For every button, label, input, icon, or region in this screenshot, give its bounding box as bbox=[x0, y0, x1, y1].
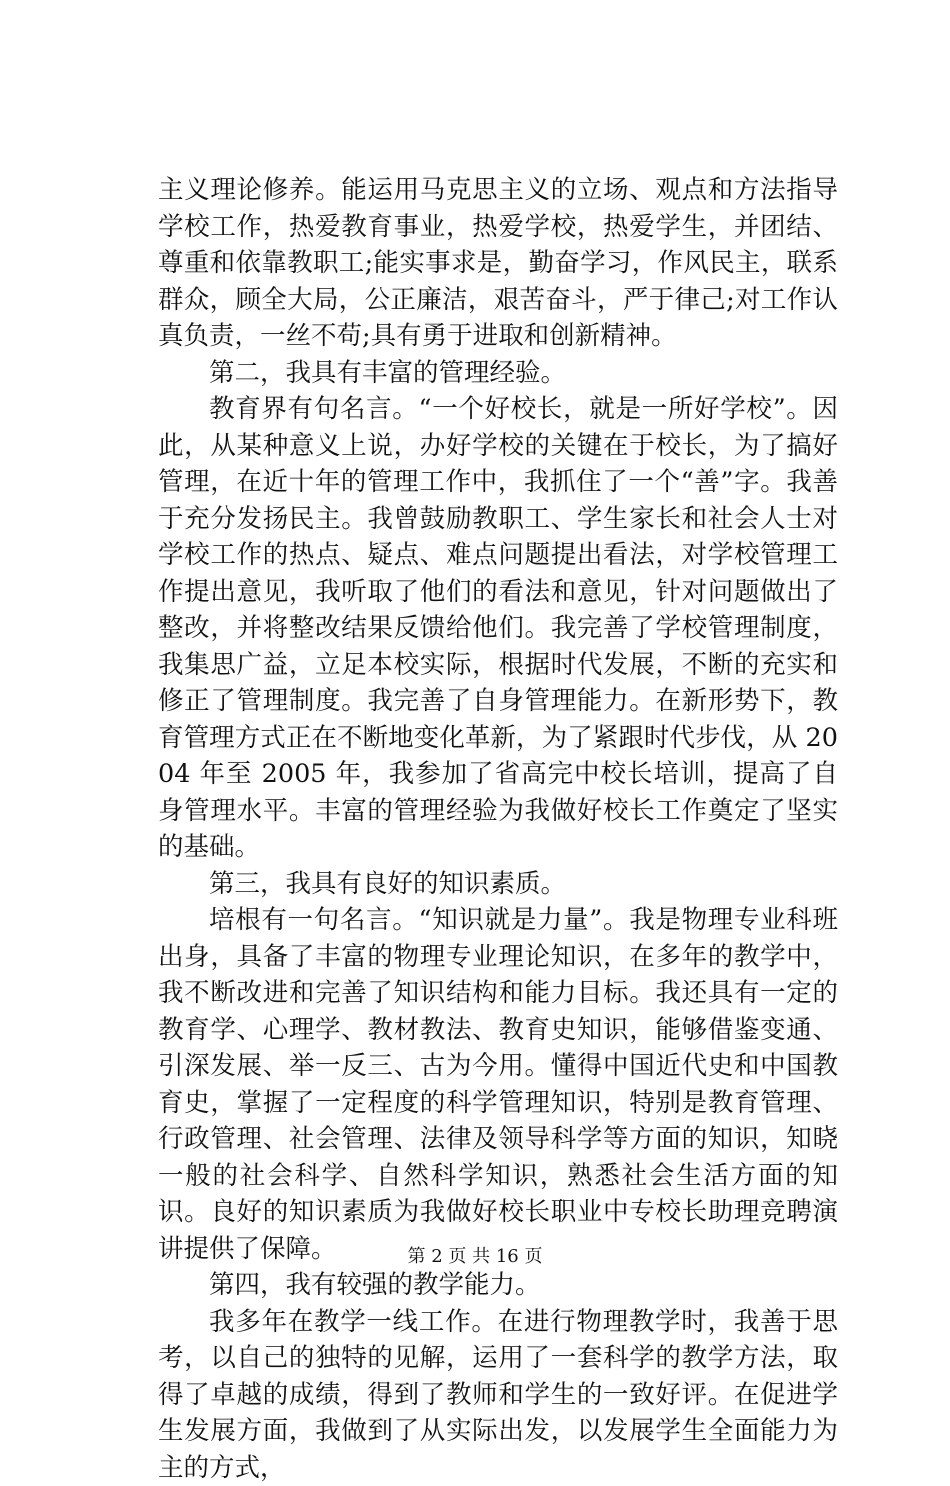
paragraph-management: 教育界有句名言。“一个好校长，就是一所好学校”。因此，从某种意义上说，办好学校的关键在于校长，为了搞好管理，在近十年的管理工作中，我抓住了一个“善”字。我善于充分发扬民主。我曾鼓励教职工、学生家长和社会人士对学校工作的热点、疑点、难点问题提出看法，对学校管理工作提出意见，我听取了他们的看法和意见，针对问题做出了整改，并将整改结果反馈给他们。我完善了学校管理制度，我集思广益，立足本校实际，根据时代发展，不断的充实和修正了管理制度。我完善了自身管理能力。在新形势下，教育管理方式正在不断地变化革新，为了紧跟时代步伐，从 2004 年至 2005 年，我参加了省高完中校长培训，提高了自身管理水平。丰富的管理经验为我做好校长工作奠定了坚实的基础。 bbox=[158, 391, 838, 866]
paragraph-teaching: 我多年在教学一线工作。在进行物理教学时，我善于思考，以自己的独特的见解，运用了一套科学的教学方法，取得了卓越的成绩，得到了教师和学生的一致好评。在促进学生发展方面，我做到了从实际出发，以发展学生全面能力为主的方式， bbox=[158, 1304, 838, 1486]
page-number-footer: 第 2 页 共 16 页 bbox=[0, 1242, 950, 1268]
document-body bbox=[158, 172, 838, 1486]
paragraph-continuation: 主义理论修养。能运用马克思主义的立场、观点和方法指导学校工作，热爱教育事业，热爱学校，热爱学生，并团结、尊重和依靠教职工;能实事求是，勤奋学习，作风民主，联系群众，顾全大局，公正廉洁，艰苦奋斗，严于律己;对工作认真负责，一丝不苟;具有勇于进取和创新精神。 bbox=[158, 172, 838, 355]
paragraph-heading-third: 第三，我具有良好的知识素质。 bbox=[158, 866, 838, 903]
paragraph-knowledge: 培根有一句名言。“知识就是力量”。我是物理专业科班出身，具备了丰富的物理专业理论知识，在多年的教学中，我不断改进和完善了知识结构和能力目标。我还具有一定的教育学、心理学、教材教法、教育史知识，能够借鉴变通、引深发展、举一反三、古为今用。懂得中国近代史和中国教育史，掌握了一定程度的科学管理知识，特别是教育管理、行政管理、社会管理、法律及领导科学等方面的知识，知晓一般的社会科学、自然科学知识，熟悉社会生活方面的知识。良好的知识素质为我做好校长职业中专校长助理竞聘演讲提供了保障。 bbox=[158, 902, 838, 1267]
paragraph-heading-second: 第二，我具有丰富的管理经验。 bbox=[158, 355, 838, 392]
paragraph-heading-fourth: 第四，我有较强的教学能力。 bbox=[158, 1267, 838, 1304]
